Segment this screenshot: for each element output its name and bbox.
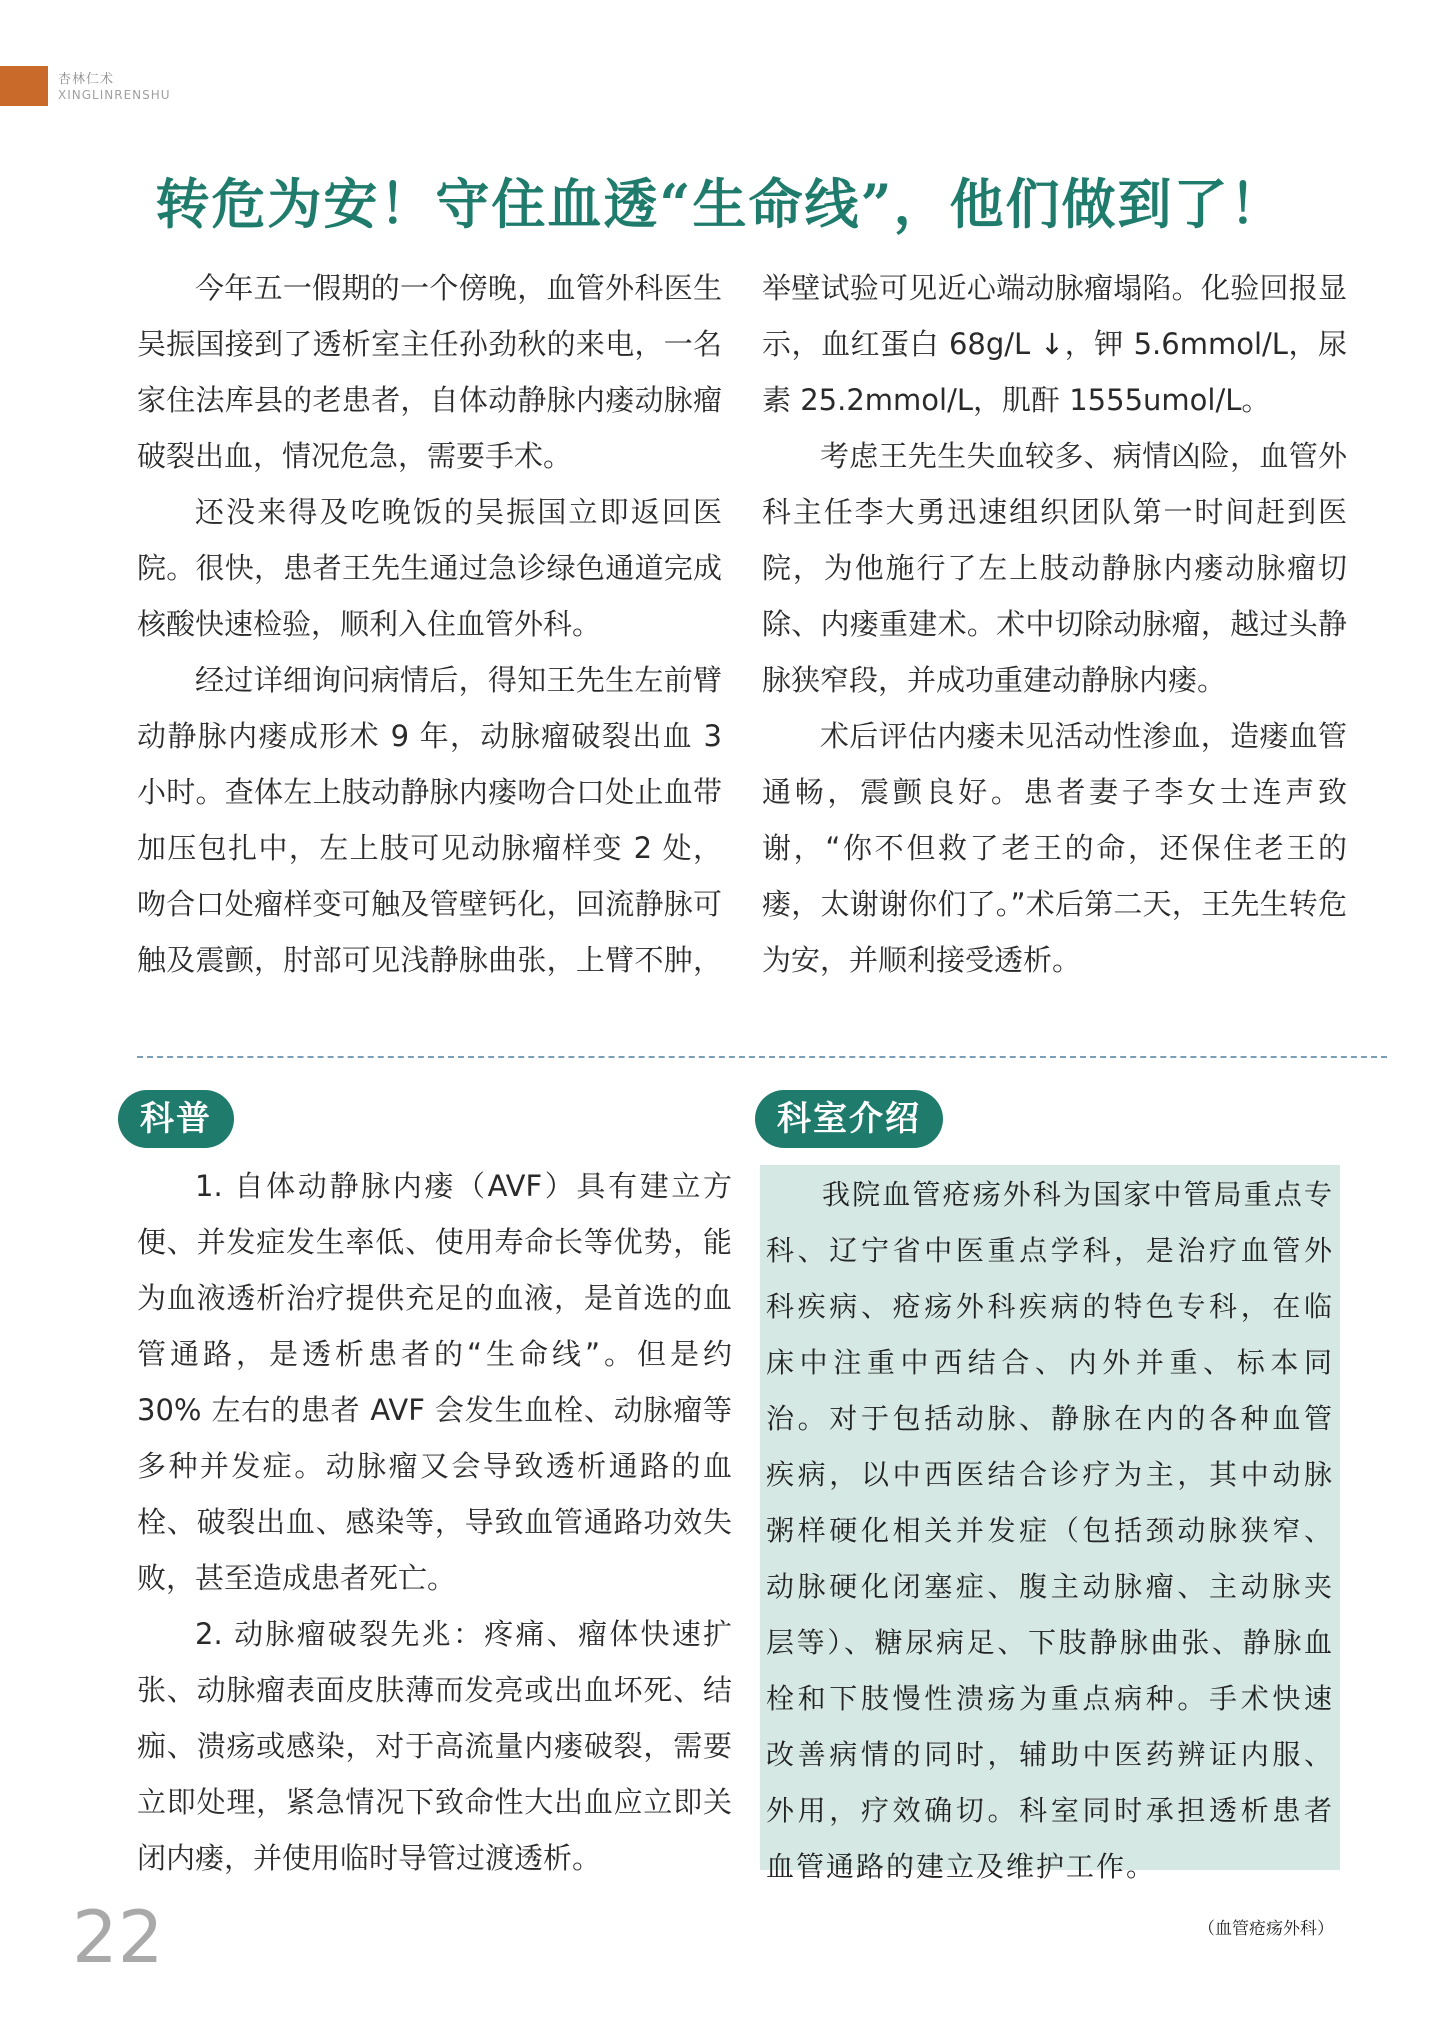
department-label: 科室介绍 [755, 1090, 943, 1148]
article-paragraph: 术后评估内瘘未见活动性渗血，造瘘血管通畅，震颤良好。患者妻子李女士连声致谢，“你不但救了老王的命，还保住老王的瘘，太谢谢你们了。”术后第二天，王先生转危为安，并顺利接受透析。 [762, 719, 1347, 977]
section-title-en: XINGLINRENSHU [58, 88, 171, 102]
department-text [766, 1167, 1334, 1939]
science-label: 科普 [118, 1090, 234, 1148]
article-title: 转危为安！守住血透“生命线”，他们做到了！ [155, 172, 1286, 236]
section-divider [137, 1056, 1387, 1058]
article-paragraph: 考虑王先生失血较多、病情凶险，血管外科主任李大勇迅速组织团队第一时间赶到医院，为他施行了左上肢动静脉内瘘动脉瘤切除、内瘘重建术。术中切除动脉瘤，越过头静脉狭窄段，并成功重建动静脉内瘘。 [762, 439, 1347, 697]
science-paragraph: 1. 自体动静脉内瘘（AVF）具有建立方便、并发症发生率低、使用寿命长等优势，能为血液透析治疗提供充足的血液，是首选的血管通路，是透析患者的“生命线”。但是约 30% 左右的患者 AVF 会发生血栓、动脉瘤等多种并发症。动脉瘤又会导致透析通路的血栓、破裂出血、感染等，导致血管通路功效失败，甚至造成患者死亡。 [137, 1169, 732, 1595]
article-paragraph: 经过详细询问病情后，得知王先生左前臂动静脉内瘘成形术 9 年，动脉瘤破裂出血 3 小时。查体左上肢动静脉内瘘吻合口处止血带加压包扎中，左上肢可见动脉瘤样变 2 处，吻合口处瘤样变可触及管壁钙化，回流静脉可触及震颤，肘部可见浅静脉曲张，上臂不肿，举壁试验可见近心端动脉瘤塌陷。化验回报显示，血红蛋白 68g/L ↓，钾 5.6mmol/L，尿素 25.2mmol/L，肌酐 1555umol/L。 [137, 271, 1347, 977]
science-section [137, 1158, 732, 1886]
article-body [137, 260, 1347, 1040]
science-paragraph: 2. 动脉瘤破裂先兆：疼痛、瘤体快速扩张、动脉瘤表面皮肤薄而发亮或出血坏死、结痂、溃疡或感染，对于高流量内瘘破裂，需要立即处理，紧急情况下致命性大出血应立即关闭内瘘，并使用临时导管过渡透析。 [137, 1617, 732, 1875]
article-paragraph: 今年五一假期的一个傍晚，血管外科医生吴振国接到了透析室主任孙劲秋的来电，一名家住法库县的老患者，自体动静脉内瘘动脉瘤破裂出血，情况危急，需要手术。 [137, 271, 722, 473]
page-number: 22 [72, 1895, 164, 1979]
article-paragraph: 还没来得及吃晚饭的吴振国立即返回医院。很快，患者王先生通过急诊绿色通道完成核酸快速检验，顺利入住血管外科。 [137, 495, 722, 641]
department-source: （血管疮疡外科） [1198, 1919, 1334, 1939]
department-text-body: 我院血管疮疡外科为国家中管局重点专科、辽宁省中医重点学科，是治疗血管外科疾病、疮疡外科疾病的特色专科，在临床中注重中西结合、内外并重、标本同治。对于包括动脉、静脉在内的各种血管疾病，以中西医结合诊疗为主，其中动脉粥样硬化相关并发症（包括颈动脉狭窄、动脉硬化闭塞症、腹主动脉瘤、主动脉夹层等）、糖尿病足、下肢静脉曲张、静脉血栓和下肢慢性溃疡为重点病种。手术快速改善病情的同时，辅助中医药辨证内服、外用，疗效确切。科室同时承担透析患者血管通路的建立及维护工作。 [766, 1178, 1334, 1883]
header-color-bar [0, 66, 48, 106]
department-intro-box [760, 1165, 1340, 1939]
section-title-cn: 杏林仁术 [58, 72, 115, 87]
